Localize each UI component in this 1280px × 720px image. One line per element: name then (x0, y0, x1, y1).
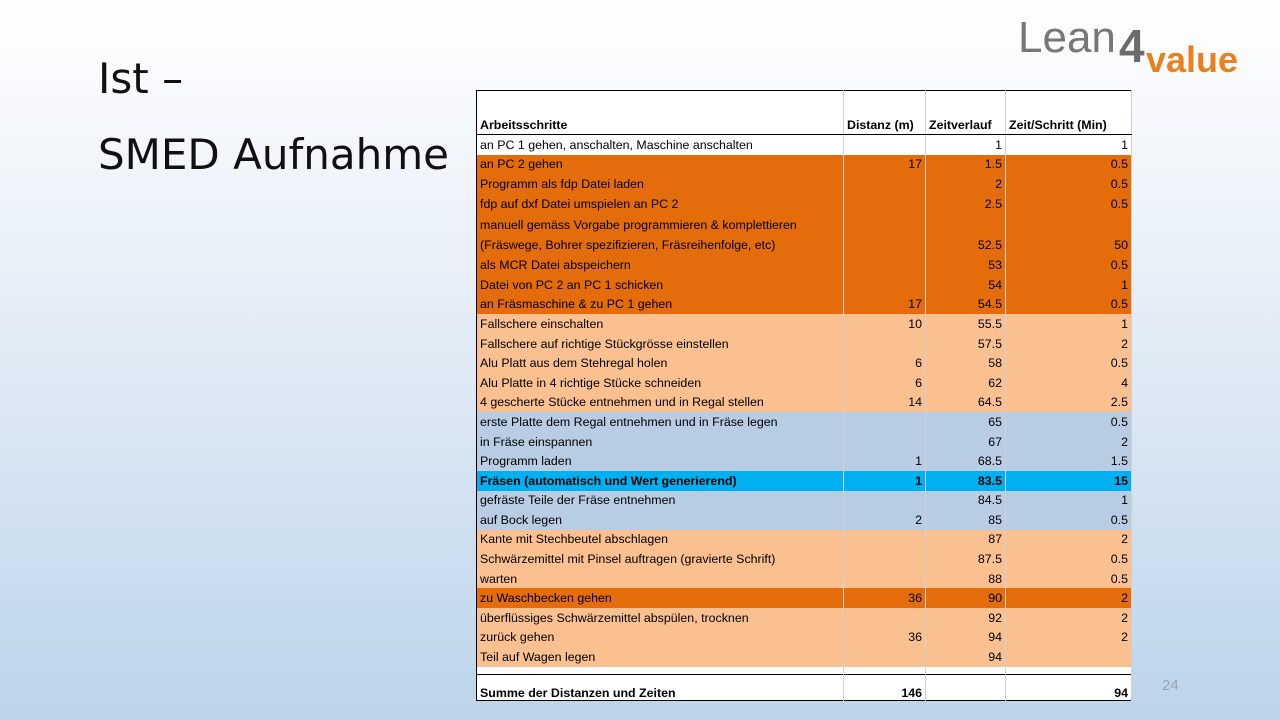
table-row (477, 451, 1132, 471)
spacer-cell (1006, 667, 1132, 675)
table-row (477, 549, 1132, 569)
elapsed-cell: 87.5 (926, 549, 1006, 569)
elapsed-cell: 2.5 (926, 194, 1006, 214)
step-cell: zu Waschbecken gehen (477, 588, 844, 608)
logo-four-text: 4 (1119, 20, 1145, 72)
distance-cell (844, 255, 926, 275)
per-step-cell: 0.5 (1006, 194, 1132, 214)
distance-cell (844, 530, 926, 550)
distance-cell (844, 275, 926, 295)
step-cell: erste Platte dem Regal entnehmen und in Fräse legen (477, 412, 844, 432)
per-step-cell: 0.5 (1006, 295, 1132, 315)
elapsed-cell: 84.5 (926, 491, 1006, 511)
table-header-row (477, 91, 1132, 135)
distance-cell (844, 135, 926, 155)
elapsed-cell: 54 (926, 275, 1006, 295)
distance-cell: 17 (844, 295, 926, 315)
elapsed-cell: 90 (926, 588, 1006, 608)
table-row (477, 510, 1132, 530)
step-cell: Programm als fdp Datei laden (477, 174, 844, 194)
table-row (477, 588, 1132, 608)
summary-elapsed (926, 674, 1006, 700)
elapsed-cell: 85 (926, 510, 1006, 530)
elapsed-cell: 87 (926, 530, 1006, 550)
step-cell: gefräste Teile der Fräse entnehmen (477, 491, 844, 511)
step-cell: überflüssiges Schwärzemittel abspülen, trocknen (477, 608, 844, 628)
step-cell: Programm laden (477, 451, 844, 471)
elapsed-cell: 2 (926, 174, 1006, 194)
distance-cell (844, 334, 926, 354)
elapsed-cell: 64.5 (926, 393, 1006, 413)
step-cell: 4 gescherte Stücke entnehmen und in Regal stellen (477, 393, 844, 413)
summary-row (477, 674, 1132, 700)
step-cell: Alu Platt aus dem Stehregal holen (477, 353, 844, 373)
per-step-cell: 1 (1006, 314, 1132, 334)
lean4value-logo (1016, 14, 1258, 80)
step-cell: Alu Platte in 4 richtige Stücke schneiden (477, 373, 844, 393)
page-number: 24 (1162, 677, 1179, 694)
table-row (477, 608, 1132, 628)
distance-cell (844, 412, 926, 432)
table-row (477, 393, 1132, 413)
per-step-cell: 0.5 (1006, 255, 1132, 275)
per-step-cell (1006, 647, 1132, 667)
per-step-cell: 1 (1006, 275, 1132, 295)
per-step-cell: 0.5 (1006, 412, 1132, 432)
table-row (477, 295, 1132, 315)
distance-cell: 1 (844, 451, 926, 471)
step-cell: Fallschere einschalten (477, 314, 844, 334)
distance-cell: 17 (844, 155, 926, 175)
spacer-cell (926, 667, 1006, 675)
per-step-cell: 0.5 (1006, 155, 1132, 175)
step-cell: als MCR Datei abspeichern (477, 255, 844, 275)
elapsed-cell: 53 (926, 255, 1006, 275)
elapsed-cell: 58 (926, 353, 1006, 373)
per-step-cell: 2.5 (1006, 393, 1132, 413)
distance-cell: 6 (844, 353, 926, 373)
spacer-cell (844, 667, 926, 675)
step-cell: auf Bock legen (477, 510, 844, 530)
per-step-cell: 0.5 (1006, 174, 1132, 194)
per-step-cell: 2 (1006, 432, 1132, 452)
per-step-cell: 2 (1006, 530, 1132, 550)
distance-cell: 2 (844, 510, 926, 530)
table-row (477, 194, 1132, 214)
step-cell: in Fräse einspannen (477, 432, 844, 452)
table-row (477, 135, 1132, 155)
distance-cell (844, 608, 926, 628)
header-distanz: Distanz (m) (844, 91, 926, 135)
table-row (477, 334, 1132, 354)
smed-table-container (476, 90, 1132, 701)
table-row (477, 255, 1132, 275)
logo-lean-text: Lean (1018, 14, 1116, 62)
distance-cell: 10 (844, 314, 926, 334)
step-cell: manuell gemäss Vorgabe programmieren & komplettieren (Fräswege, Bohrer spezifizieren, Fräsreihenfolge, etc) (477, 213, 844, 255)
per-step-cell: 2 (1006, 608, 1132, 628)
elapsed-cell: 94 (926, 647, 1006, 667)
distance-cell (844, 213, 926, 255)
distance-cell (844, 569, 926, 589)
per-step-cell: 1 (1006, 135, 1132, 155)
distance-cell: 36 (844, 588, 926, 608)
step-cell: zurück gehen (477, 628, 844, 648)
elapsed-cell: 83.5 (926, 471, 1006, 491)
elapsed-cell: 94 (926, 628, 1006, 648)
elapsed-cell: 92 (926, 608, 1006, 628)
summary-distance: 146 (844, 674, 926, 700)
smed-table (476, 90, 1132, 701)
per-step-cell: 0.5 (1006, 549, 1132, 569)
step-cell: Schwärzemittel mit Pinsel auftragen (gravierte Schrift) (477, 549, 844, 569)
per-step-cell: 0.5 (1006, 569, 1132, 589)
table-row (477, 353, 1132, 373)
per-step-cell: 15 (1006, 471, 1132, 491)
distance-cell (844, 549, 926, 569)
logo-value-text: value (1146, 39, 1239, 80)
table-row (477, 432, 1132, 452)
distance-cell: 6 (844, 373, 926, 393)
per-step-cell: 2 (1006, 588, 1132, 608)
elapsed-cell: 52.5 (926, 213, 1006, 255)
header-zeitverlauf: Zeitverlauf (926, 91, 1006, 135)
elapsed-cell: 1 (926, 135, 1006, 155)
elapsed-cell: 1.5 (926, 155, 1006, 175)
per-step-cell: 4 (1006, 373, 1132, 393)
table-row (477, 412, 1132, 432)
table-row (477, 628, 1132, 648)
step-cell: Fallschere auf richtige Stückgrösse einstellen (477, 334, 844, 354)
distance-cell (844, 432, 926, 452)
summary-label: Summe der Distanzen und Zeiten (477, 674, 844, 700)
table-row (477, 314, 1132, 334)
header-arbeitsschritte: Arbeitsschritte (477, 91, 844, 135)
per-step-cell: 0.5 (1006, 353, 1132, 373)
spacer-cell (477, 667, 844, 675)
elapsed-cell: 62 (926, 373, 1006, 393)
step-cell: an PC 2 gehen (477, 155, 844, 175)
step-cell: Kante mit Stechbeutel abschlagen (477, 530, 844, 550)
per-step-cell: 1 (1006, 491, 1132, 511)
summary-per-step: 94 (1006, 674, 1132, 700)
step-cell: an Fräsmaschine & zu PC 1 gehen (477, 295, 844, 315)
elapsed-cell: 65 (926, 412, 1006, 432)
elapsed-cell: 88 (926, 569, 1006, 589)
distance-cell: 36 (844, 628, 926, 648)
elapsed-cell: 68.5 (926, 451, 1006, 471)
per-step-cell: 1.5 (1006, 451, 1132, 471)
elapsed-cell: 57.5 (926, 334, 1006, 354)
header-zeit-schritt: Zeit/Schritt (Min) (1006, 91, 1132, 135)
table-row (477, 569, 1132, 589)
step-cell: an PC 1 gehen, anschalten, Maschine anschalten (477, 135, 844, 155)
table-spacer-row (477, 667, 1132, 675)
table-row (477, 373, 1132, 393)
per-step-cell: 50 (1006, 213, 1132, 255)
distance-cell (844, 491, 926, 511)
slide-title-line-1: Ist – (98, 54, 184, 103)
table-row (477, 275, 1132, 295)
elapsed-cell: 67 (926, 432, 1006, 452)
elapsed-cell: 55.5 (926, 314, 1006, 334)
distance-cell (844, 194, 926, 214)
distance-cell: 1 (844, 471, 926, 491)
table-row (477, 491, 1132, 511)
step-cell: Datei von PC 2 an PC 1 schicken (477, 275, 844, 295)
per-step-cell: 2 (1006, 628, 1132, 648)
distance-cell: 14 (844, 393, 926, 413)
table-row (477, 155, 1132, 175)
per-step-cell: 0.5 (1006, 510, 1132, 530)
table-row (477, 647, 1132, 667)
step-cell: warten (477, 569, 844, 589)
step-cell: fdp auf dxf Datei umspielen an PC 2 (477, 194, 844, 214)
elapsed-cell: 54.5 (926, 295, 1006, 315)
table-row (477, 471, 1132, 491)
distance-cell (844, 647, 926, 667)
slide-title-line-2: SMED Aufnahme (98, 130, 449, 179)
step-cell: Teil auf Wagen legen (477, 647, 844, 667)
per-step-cell: 2 (1006, 334, 1132, 354)
table-row (477, 174, 1132, 194)
table-row (477, 530, 1132, 550)
distance-cell (844, 174, 926, 194)
table-row (477, 213, 1132, 255)
step-cell: Fräsen (automatisch und Wert generierend) (477, 471, 844, 491)
